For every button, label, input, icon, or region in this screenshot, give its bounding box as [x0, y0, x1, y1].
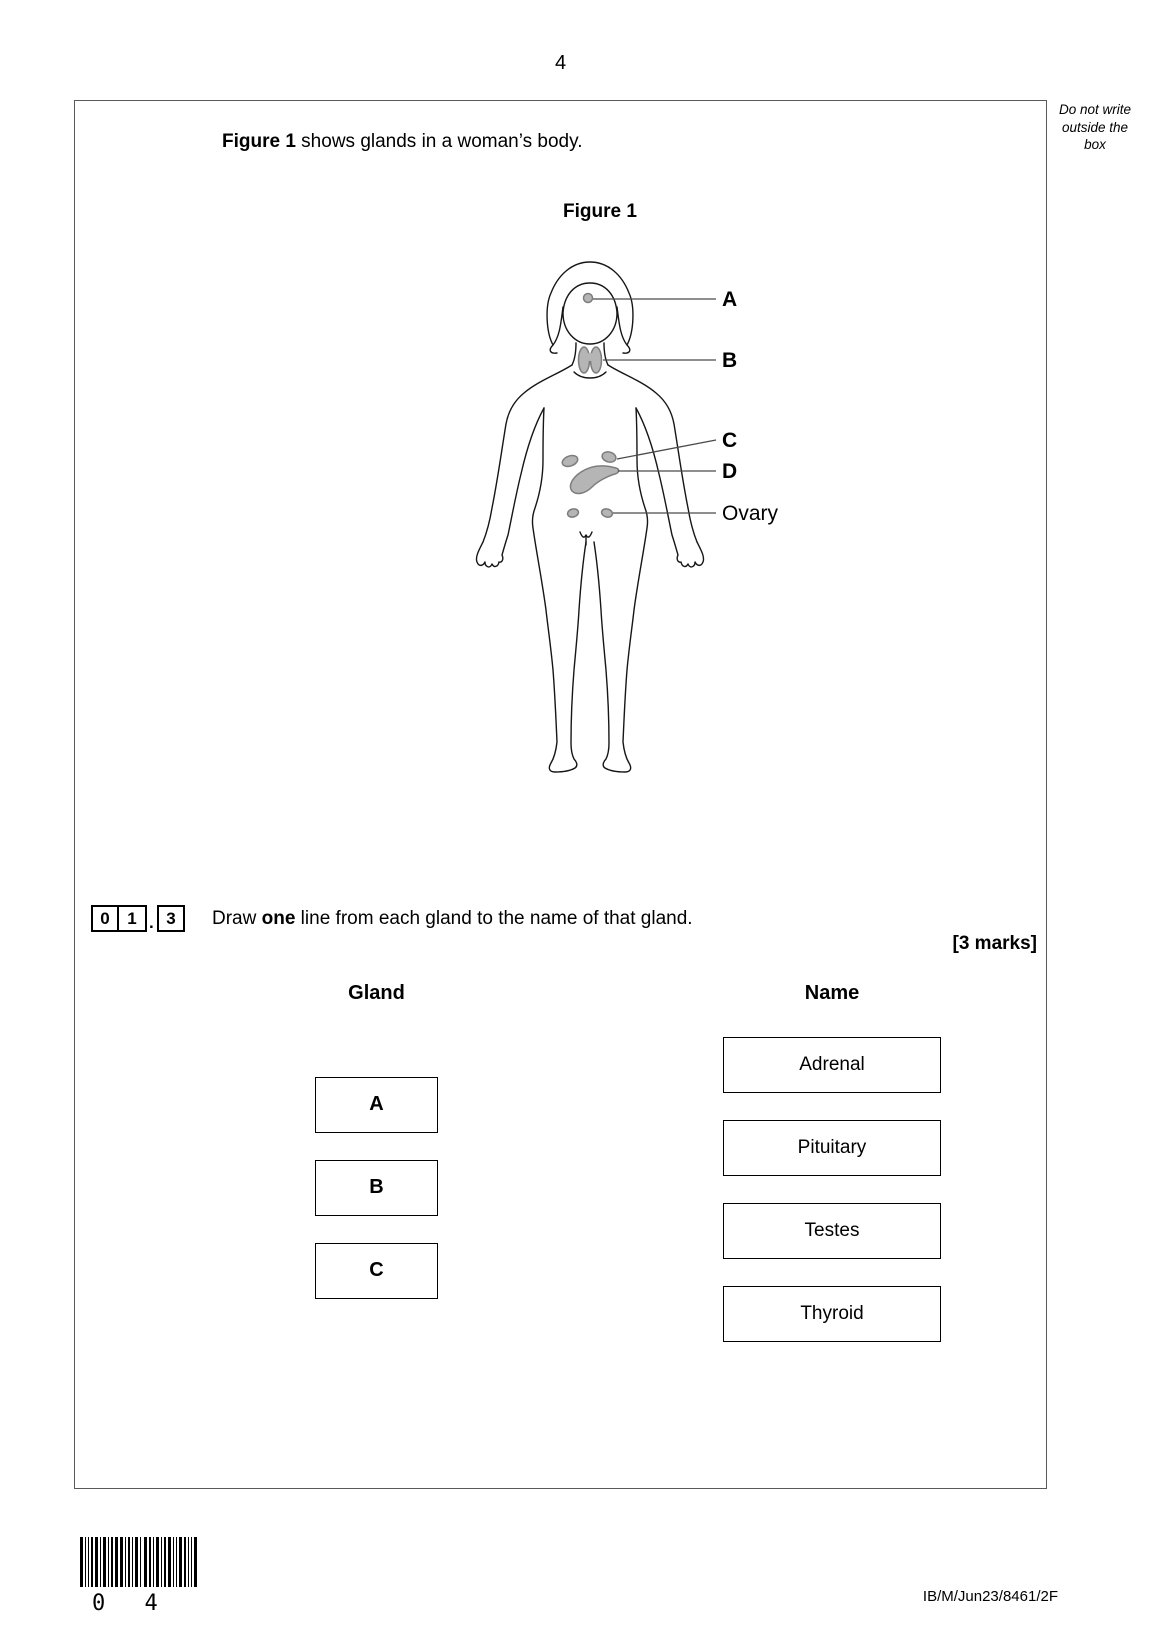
ovary-right-shape: [601, 508, 614, 519]
figure-label-ovary: Ovary: [722, 502, 779, 525]
question-text-bold: one: [261, 908, 296, 929]
hair-inner-left: [553, 307, 563, 345]
adrenal-gland-left-shape: [561, 454, 579, 469]
face-outline: [563, 283, 617, 344]
name-column-header: Name: [804, 982, 860, 1004]
barcode-label: 0 4: [92, 1591, 171, 1616]
name-box-testes[interactable]: Testes: [723, 1203, 941, 1259]
gland-column-header: Gland: [348, 982, 405, 1004]
question-number-cell-3: 3: [157, 905, 185, 932]
neck-left: [572, 343, 576, 365]
figure-title: Figure 1: [563, 201, 637, 222]
adrenal-gland-right-shape: [601, 450, 617, 463]
pancreas-gland-shape: [570, 466, 618, 494]
hair-inner-right: [617, 307, 627, 345]
question-text-pre: Draw: [212, 908, 262, 929]
thyroid-gland-shape: [579, 347, 602, 373]
gland-box-b[interactable]: B: [315, 1160, 438, 1216]
torso-right-leg-outline: [594, 408, 648, 772]
pituitary-gland-shape: [584, 294, 593, 303]
right-arm-outline: [608, 365, 704, 567]
neck-base: [574, 372, 606, 378]
figure-label-a: A: [722, 288, 738, 311]
footer-reference: IB/M/Jun23/8461/2F: [922, 1588, 1058, 1605]
do-not-write-note: Do not write outside the box: [1058, 102, 1132, 153]
figure-label-b: B: [722, 349, 738, 372]
gland-box-c[interactable]: C: [315, 1243, 438, 1299]
name-box-thyroid[interactable]: Thyroid: [723, 1286, 941, 1342]
neck-right: [604, 343, 608, 365]
leader-line-c: [617, 440, 716, 459]
question-number-cell-1: 0: [91, 905, 119, 932]
figure-label-d: D: [722, 460, 738, 483]
question-number-separator: .: [149, 913, 154, 932]
torso-left-leg-outline: [532, 408, 586, 772]
left-arm-outline: [476, 365, 572, 567]
name-box-adrenal[interactable]: Adrenal: [723, 1037, 941, 1093]
gland-box-a[interactable]: A: [315, 1077, 438, 1133]
question-number-cell-2: 1: [119, 905, 147, 932]
page-number: 4: [554, 52, 567, 74]
name-box-pituitary[interactable]: Pituitary: [723, 1120, 941, 1176]
ovary-left-shape: [567, 508, 580, 519]
figure-label-c: C: [722, 429, 738, 452]
question-intro: [222, 131, 582, 153]
body-figure-svg: [450, 250, 790, 790]
barcode: [80, 1537, 202, 1587]
crotch-mark: [580, 532, 592, 545]
marks-label: [3 marks]: [952, 933, 1037, 954]
figure-ref-bold: Figure 1: [222, 131, 296, 152]
question-text-post: line from each gland to the name of that gland.: [295, 908, 693, 929]
question-text: [212, 908, 693, 930]
intro-rest: shows glands in a woman’s body.: [295, 131, 583, 152]
